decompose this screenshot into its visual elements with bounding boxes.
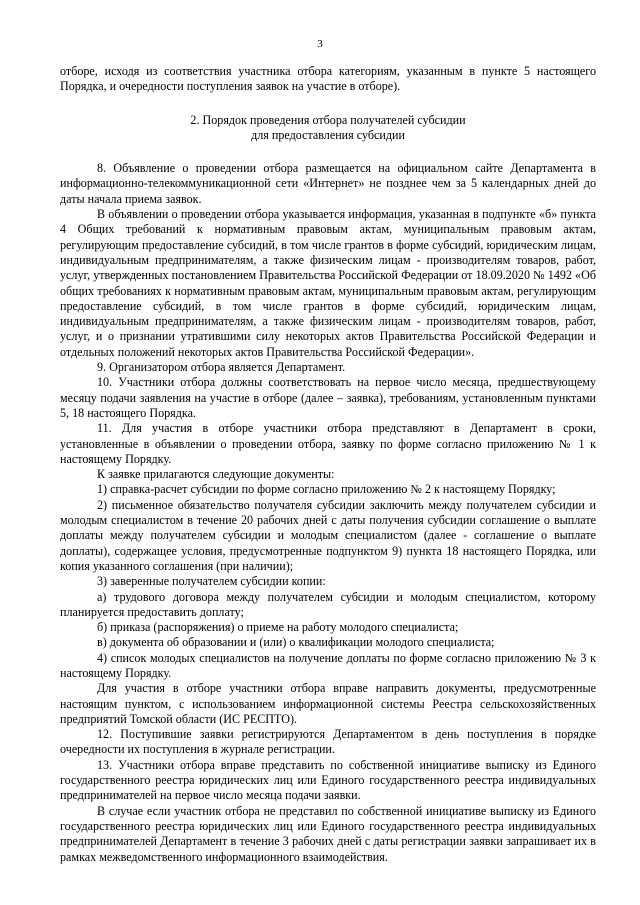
list-item-3b: б) приказа (распоряжения) о приеме на работу молодого специалиста; [97,620,459,635]
document-body [60,64,596,865]
section-heading [60,113,596,144]
intro-paragraph: отборе, исходя из соответствия участника отбора категориям, указанным в пункте 5 настоящего Порядка, и очередности поступления заявок на участие в отборе). [60,64,596,94]
paragraph-attachments-intro: К заявке прилагаются следующие документы: [97,467,335,482]
paragraph-12: 12. Поступившие заявки регистрируются Департаментом в день поступления в порядке очередности их поступления в журнале регистрации. [60,727,596,757]
paragraph-13: 13. Участники отбора вправе представить по собственной инициативе выписку из Единого государственного реестра юридических лиц или Единого государственного реестра индивидуальных предпринимателей на первое число месяца подачи заявки. [60,757,596,803]
paragraph-8: 8. Объявление о проведении отбора размещается на официальном сайте Департамента в информационно-телекоммуникационной сети «Интернет» не позднее чем за 5 календарных дней до даты начала приема заявок. [60,161,596,206]
paragraph-11: 11. Для участия в отборе участники отбора представляют в Департамент в сроки, установленные в объявлении о проведении отбора, заявку по форме согласно приложению № 1 к настоящему Порядку. [60,421,596,466]
paragraph-9: 9. Организатором отбора является Департамент. [97,360,346,375]
paragraph-interdepartmental: В случае если участник отбора не представил по собственной инициативе выписку из Единого государственного реестра юридических лиц или Единого государственного реестра индивидуальных предпринимателей Департамент в течение 3 рабочих дней с даты регистрации заявки запрашивает их в рамках межведомственного информационного взаимодействия. [60,803,596,864]
list-item-3a: а) трудового договора между получателем субсидии и молодым специалистом, которому планируется предоставить доплату; [60,589,596,619]
list-item-3c: в) документа об образовании и (или) о квалификации молодого специалиста; [97,635,495,650]
paragraph-10: 10. Участники отбора должны соответствовать на первое число месяца, предшествующему месяцу подачи заявления на участие в отборе (далее – заявка), требованиям, установленным пунктами 5, 18 настоящего Порядка. [60,375,596,420]
section-heading-line-1: 2. Порядок проведения отбора получателей субсидии [190,112,466,127]
list-item-1: 1) справка-расчет субсидии по форме согласно приложению № 2 к настоящему Порядку; [97,482,556,497]
paragraph-respto: Для участия в отборе участники отбора вправе направить документы, предусмотренные настоящим пунктом, с использованием информационной системы Реестра сельскохозяйственных предприятий Томской области (ИС РЕСПТО). [60,681,596,726]
list-item-2: 2) письменное обязательство получателя субсидии заключить между получателем субсидии и молодым специалистом в течение 20 рабочих дней с даты получения субсидии соглашение о выплате доплаты между получателем субсидии и молодым специалистом (далее - соглашение о выплате доплаты), содержащее условия, предусмотренные подпунктом 9) пункта 18 настоящего Порядка, или копия указанного соглашения (при наличии); [60,497,596,573]
list-item-3: 3) заверенные получателем субсидии копии: [97,574,326,589]
page-number: 3 [317,38,323,50]
section-heading-line-2: для предоставления субсидии [251,127,405,142]
list-item-4: 4) список молодых специалистов на получение доплаты по форме согласно приложению № 3 к настоящему Порядку. [60,650,596,680]
paragraph-announcement-info: В объявлении о проведении отбора указывается информация, указанная в подпункте «б» пункта 4 Общих требований к нормативным правовым актам, муниципальным правовым актам, регулирующим предоставление субсидий, в том числе грантов в форме субсидий, юридическим лицам, индивидуальным предпринимателям, а также физическим лицам - производителям товаров, работ, услуг, утвержденных постановлением Правительства Российской Федерации от 18.09.2020 № 1492 «Об общих требованиях к нормативным правовым актам, муниципальным правовым актам, регулирующим предоставление субсидий, в том числе грантов в форме субсидий, юридическим лицам, индивидуальным предпринимателям, а также физическим лицам - производителям товаров, работ, услуг, и о признании утратившими силу некоторых актов Правительства Российской Федерации и отдельных положений некоторых актов Правительства Российской Федерации». [60,207,596,359]
